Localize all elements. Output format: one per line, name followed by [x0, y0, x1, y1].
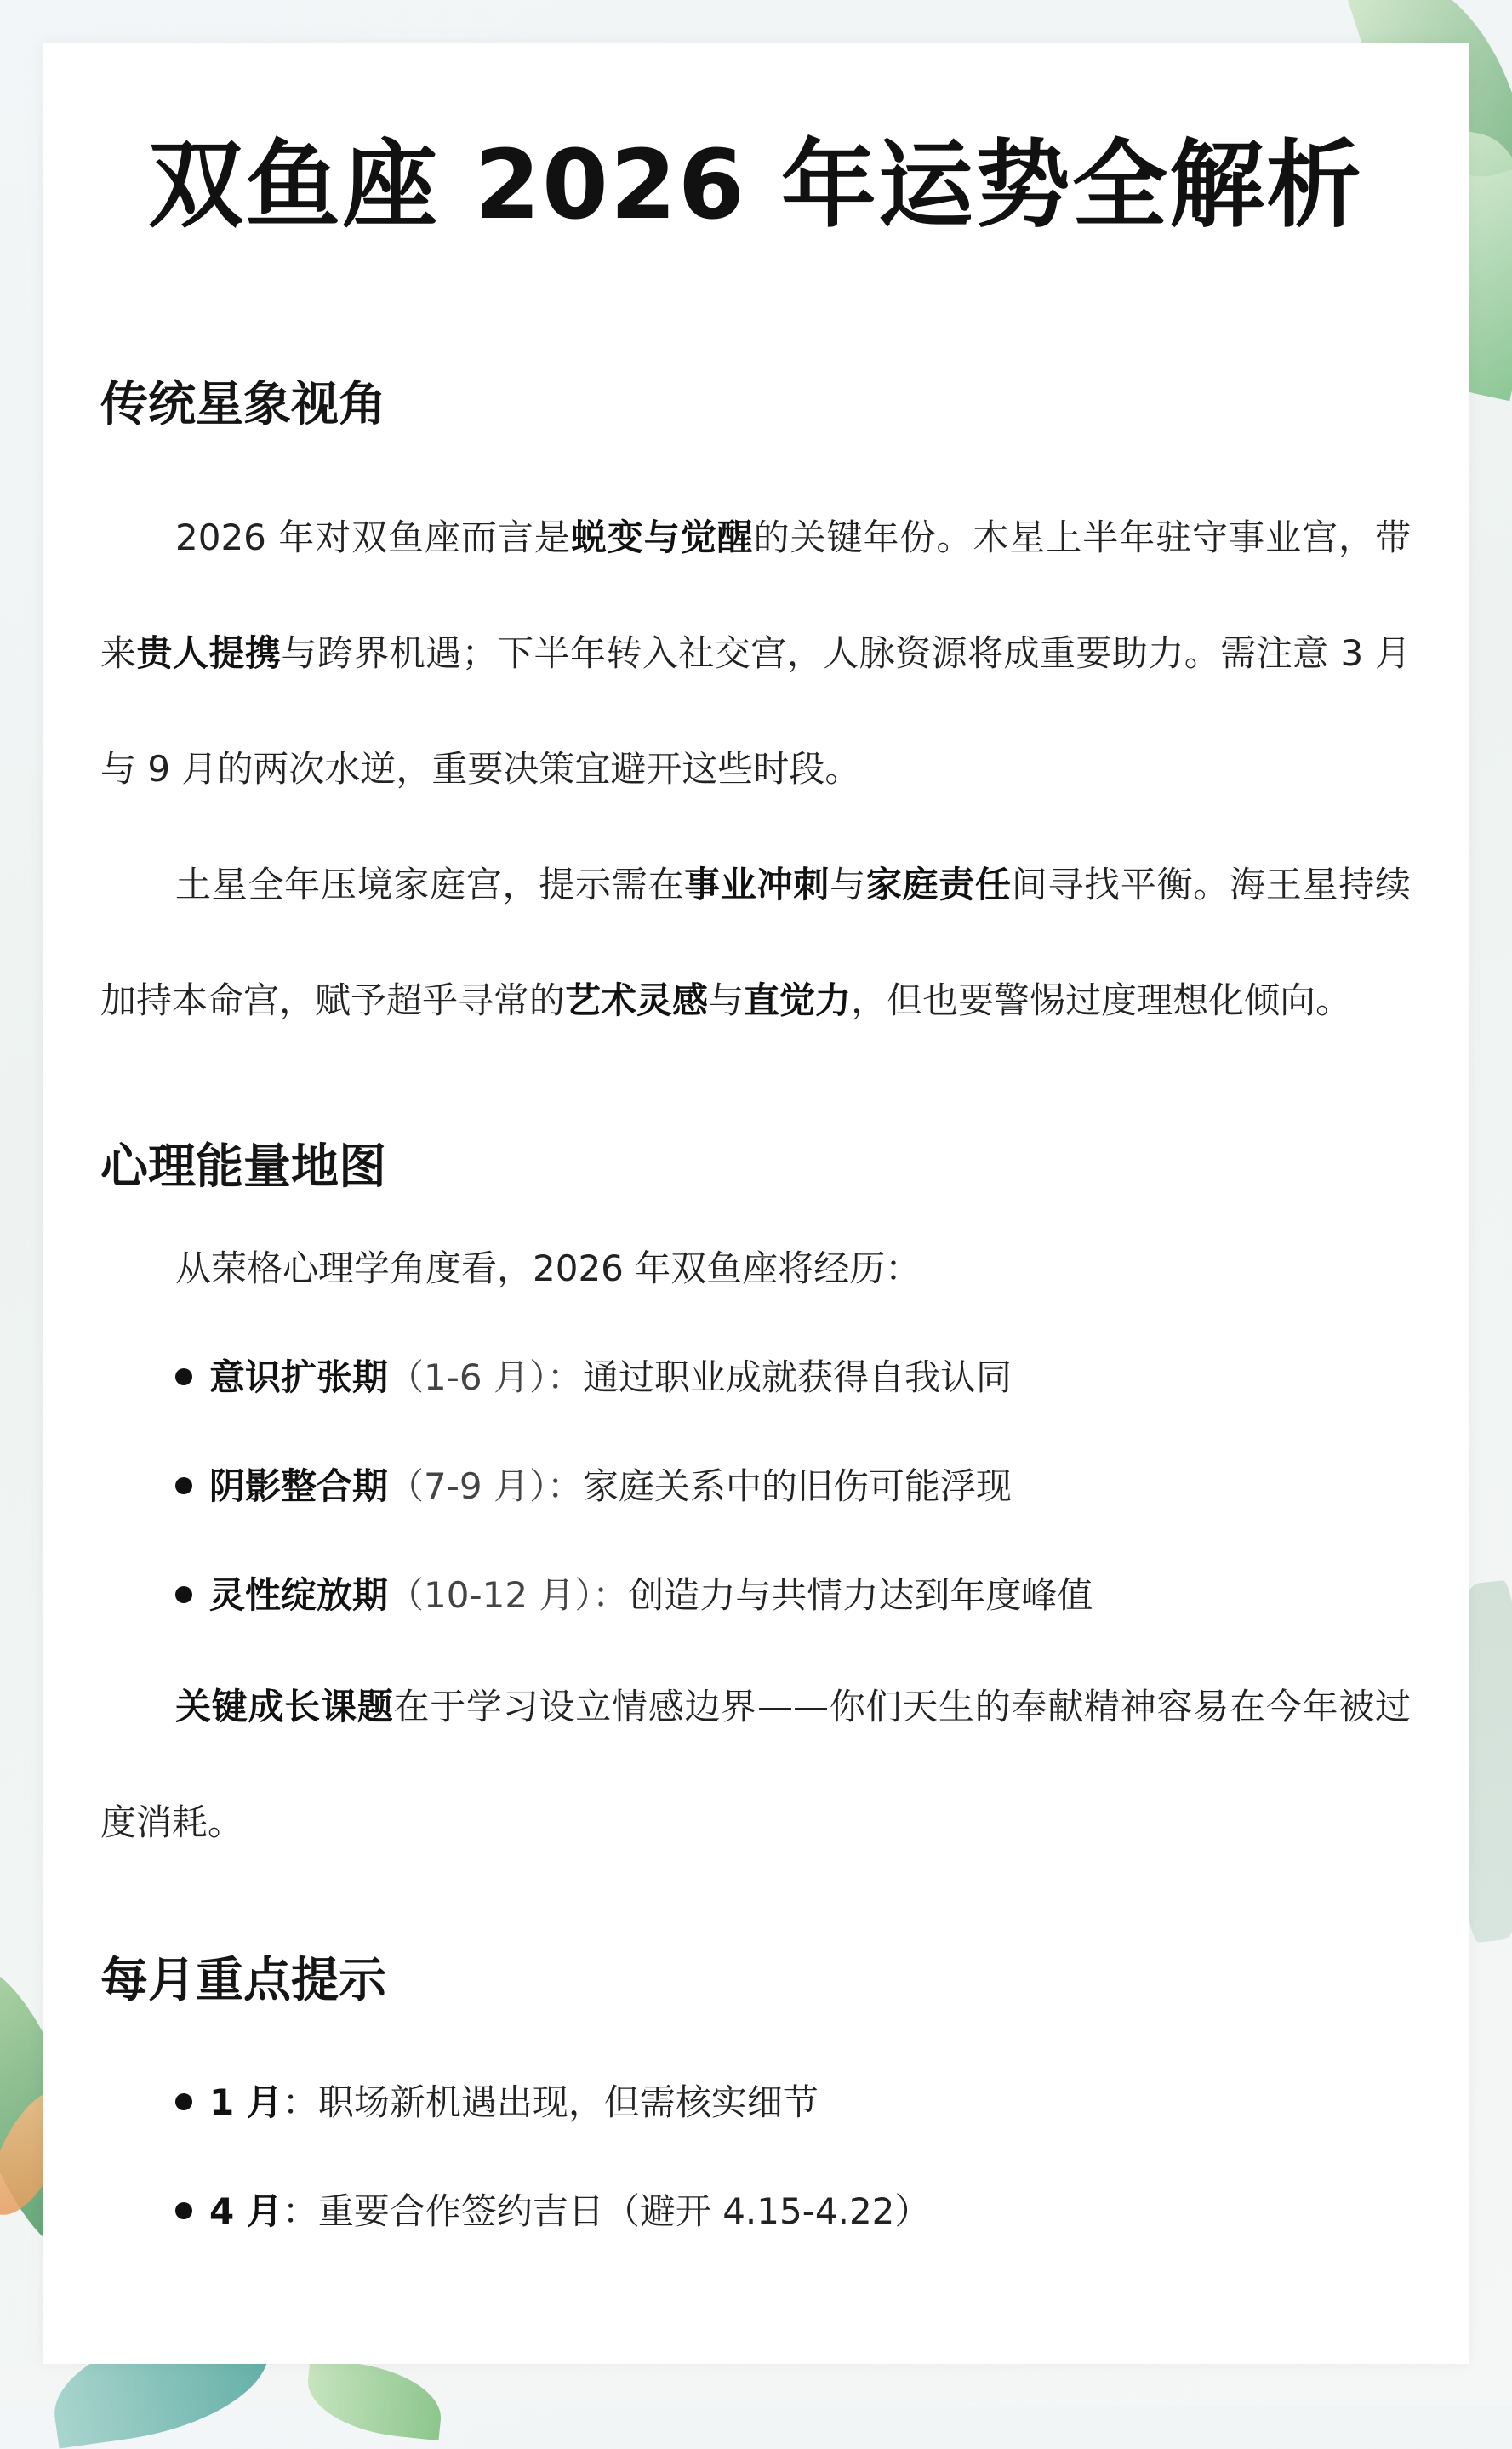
paragraph-astrology-1: 2026 年对双鱼座而言是蜕变与觉醒的关键年份。木星上半年驻守事业宫，带来贵人提携与跨界机遇；下半年转入社交宫，人脉资源将成重要助力。需注意 3 月与 9 月的两次水逆，重要决策宜避开这些时段。 [100, 517, 1411, 790]
list-item: 灵性绽放期（10-12 月）：创造力与共情力达到年度峰值 [100, 1578, 1411, 1613]
paragraph-growth-topic: 关键成长课题在于学习设立情感边界——你们天生的奉献精神容易在今年被过度消耗。 [100, 1686, 1411, 1843]
article-card [43, 43, 1469, 2364]
bullet-dot-icon [175, 2093, 192, 2110]
bullet-dot-icon [175, 1368, 192, 1385]
list-item: 1 月：职场新机遇出现，但需核实细节 [100, 2085, 1411, 2121]
list-item: 4 月：重要合作签约吉日（避开 4.15-4.22） [100, 2194, 1411, 2229]
list-item: 意识扩张期（1-6 月）：通过职业成就获得自我认同 [100, 1360, 1411, 1396]
paragraph-astrology-2: 土星全年压境家庭宫，提示需在事业冲刺与家庭责任间寻找平衡。海王星持续加持本命宫，赋予超乎寻常的艺术灵感与直觉力，但也要警惕过度理想化倾向。 [100, 864, 1411, 1021]
section-heading-psychology: 心理能量地图 [100, 1139, 386, 1195]
leaf-decoration [303, 2359, 445, 2440]
list-item: 阴影整合期（7-9 月）：家庭关系中的旧伤可能浮现 [100, 1469, 1411, 1504]
section-heading-astrology: 传统星象视角 [100, 377, 386, 432]
article-content [100, 43, 1411, 2232]
bullet-dot-icon [175, 1586, 192, 1603]
bullet-dot-icon [175, 1477, 192, 1494]
section-heading-monthly: 每月重点提示 [100, 1953, 386, 2008]
bullet-dot-icon [175, 2202, 192, 2219]
page-title: 双鱼座 2026 年运势全解析 [148, 130, 1363, 241]
section-intro: 从荣格心理学角度看，2026 年双鱼座将经历： [175, 1247, 921, 1289]
